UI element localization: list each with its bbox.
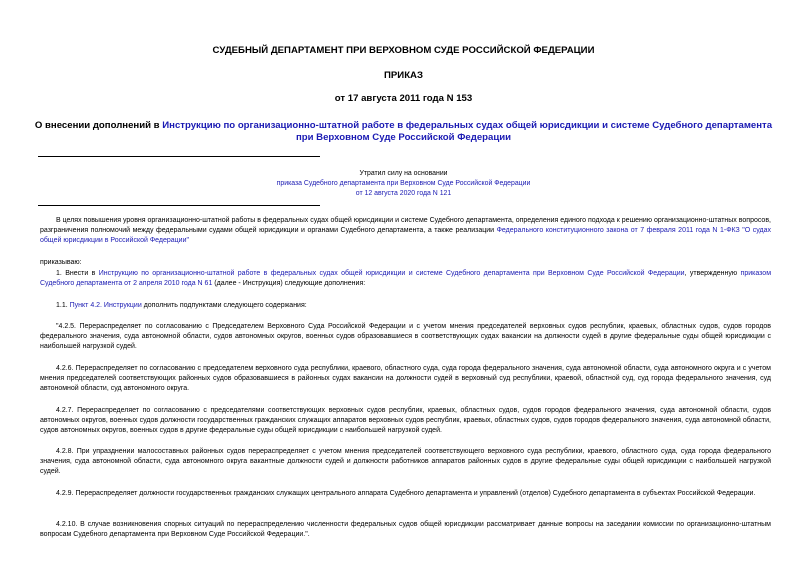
p1-text-c: (далее - Инструкция) следующие дополнения:	[212, 280, 366, 288]
instruction-link[interactable]: Инструкцию по организационно-штатной работе в федеральных судах общей юрисдикции и системе Судебного департамента при Верховном Суде Российской Федерации	[98, 270, 685, 277]
status-note-line1: Утратил силу на основании	[359, 170, 448, 177]
subclause-4-2-10: 4.2.10. В случае возникновения спорных ситуаций по перераспределению численности федеральных судов общей юрисдикции рассматривает данные вопросы на заседании комиссии по организационно-штатным вопросам Судебного департамента при Верховном Суде Российской Федерации.".	[40, 521, 771, 539]
divider	[38, 156, 320, 157]
document-date-number: от 17 августа 2011 года N 153	[334, 93, 473, 104]
subclause-4-2-9: 4.2.9. Перераспределяет должности государственных гражданских служащих центрального аппарата Судебного департамента и управлений (отделов) Судебного департамента в субъектах Российской Федерации.	[56, 490, 756, 497]
subclause-4-2-7: 4.2.7. Перераспределяет по согласованию с председателями соответствующих верховных судов республик, краевых, областных судов, судов городов федерального значения, суда автономной области, судов автономных округов, военных судов должности государственных гражданских служащих аппаратов верховных судов республик, краевых, областных судов, судов городов федерального значения, суда автономной области, судов автономных округов, военных судов в другие федеральные суды общей юрисдикции с наибольшей нагрузкой судей.	[40, 407, 771, 435]
document-type: ПРИКАЗ	[384, 70, 423, 81]
paragraph-1	[40, 269, 771, 289]
document-organization: СУДЕБНЫЙ ДЕПАРТАМЕНТ ПРИ ВЕРХОВНОМ СУДЕ РОССИЙСКОЙ ФЕДЕРАЦИИ	[212, 45, 595, 56]
p1-text-a: 1. Внести в	[56, 270, 99, 277]
orders-word: приказываю:	[40, 259, 82, 266]
repeal-order-date-link[interactable]: от 12 августа 2020 года N 121	[355, 190, 452, 197]
subclause-4-2-8: 4.2.8. При упразднении малосоставных районных судов перераспределяет с учетом мнения председателей соответствующего верховного суда республики, краевого, областного суда, суда города федерального значения, суда автономной области, суда автономного округа вакантные должности судей и должности работников аппаратов районных судов в другие федеральные суды общей юрисдикции с наибольшей нагрузкой судей.	[40, 448, 771, 476]
paragraph-1-1	[40, 301, 771, 311]
title-prefix: О внесении дополнений в	[34, 120, 163, 131]
subclause-4-2-6: 4.2.6. Перераспределяет по согласованию с председателем верховного суда республики, краевого, областного суда, суда города федерального значения, суда автономной области, суда автономного округа и с учетом мнения председателей соответствующих районных судов образовавшиеся в районных судах вакансии на должности судей в верховный суд республики, краевой, областной суд, суд города федерального значения, суд автономной области, суд автономного округа.	[40, 365, 771, 393]
intro-paragraph	[40, 216, 771, 247]
p11-text-a: 1.1.	[56, 302, 70, 309]
instruction-title-link[interactable]: Инструкцию по организационно-штатной работе в федеральных судах общей юрисдикции и системе Судебного департамента при Верховном Суде Российской Федерации	[162, 120, 773, 143]
p1-text-b: , утвержденную	[684, 270, 741, 277]
intro-text: В целях повышения уровня организационно-штатной работы в федеральных судах общей юрисдикции и системе Судебного департамента, определения единого подхода к решению организационно-штатных вопросов, разграничения полномочий между федеральными судами общей юрисдикции и органами Судебного департамента, а также реализации	[40, 217, 771, 235]
fkz-law-link[interactable]: Федерального конституционного закона от 7 февраля 2011 года N 1-ФКЗ "О судах общей юрисдикции в Российской Федерации"	[40, 227, 771, 245]
order-61-link[interactable]: приказом Судебного департамента от 2 апреля 2010 года N 61	[40, 270, 772, 288]
p11-text-b: дополнить подпунктами следующего содержания:	[141, 302, 307, 309]
divider	[38, 205, 320, 206]
clause-4-2-link[interactable]: Пункт 4.2. Инструкции	[69, 302, 142, 309]
subclause-4-2-5: "4.2.5. Перераспределяет по согласованию с Председателем Верховного Суда Российской Федерации и с учетом мнения председателей верховных судов республик, краевых, областных судов, судов городов федерального значения, суда автономной области, судов автономных округов, военных судов образовавшиеся в соответствующих судах вакансии на должности судей в другие федеральные суды общей юрисдикции с наибольшей нагрузкой судей.	[40, 323, 771, 351]
repeal-order-link[interactable]: приказа Судебного департамента при Верховном Суде Российской Федерации	[276, 180, 531, 187]
document-title	[30, 120, 777, 144]
